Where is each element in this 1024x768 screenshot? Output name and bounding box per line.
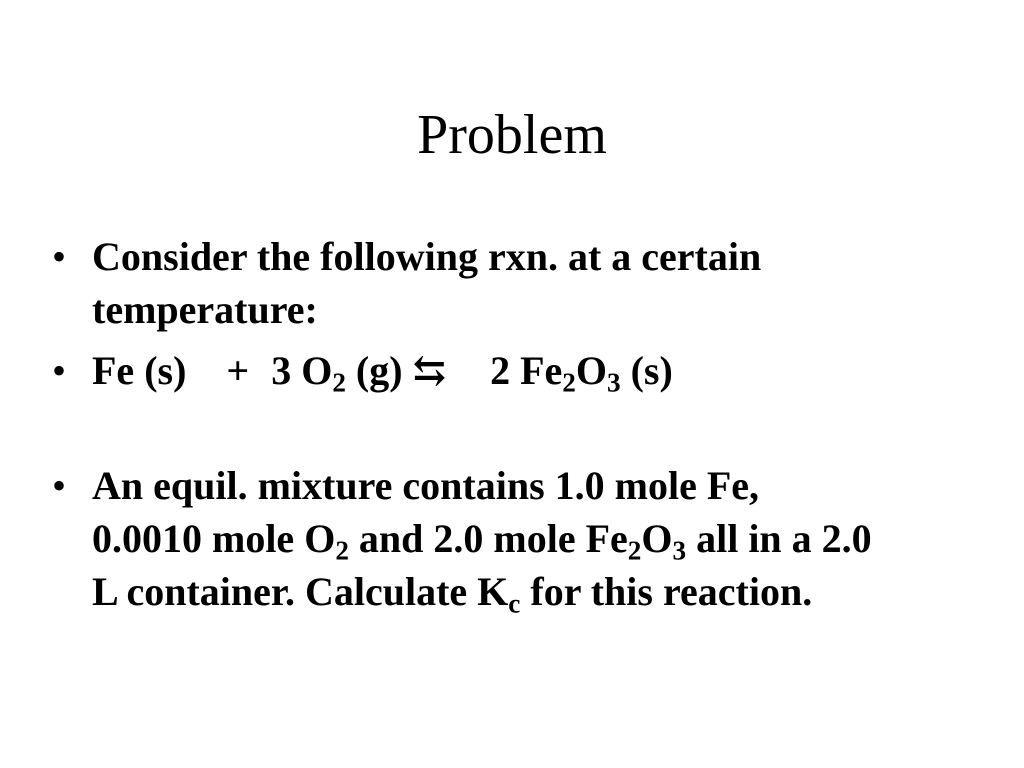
bullet-1-line-1: Consider the following rxn. at a certain bbox=[92, 234, 762, 279]
reactant-o2-formula: 3 O bbox=[271, 348, 333, 393]
bullet-3-line-2c: O bbox=[641, 516, 673, 561]
product-state: (s) bbox=[630, 348, 673, 393]
bullet-equilibrium-mixture bbox=[52, 459, 992, 618]
bullet-3-line-3b: for this reaction. bbox=[520, 569, 813, 614]
product-o-letter: O bbox=[575, 348, 607, 393]
reactant-fe: Fe (s) bbox=[92, 348, 187, 393]
bullet-3-line-2d: all in a 2.0 bbox=[686, 516, 872, 561]
plus-sign: + bbox=[226, 348, 250, 393]
product-o-subscript: 3 bbox=[606, 367, 621, 398]
bullet-dot: • bbox=[52, 348, 67, 393]
reactant-o2-state: (g) bbox=[355, 348, 403, 393]
slide-title: Problem bbox=[417, 104, 607, 166]
o2-subscript-2: 2 bbox=[335, 535, 349, 566]
bullet-3-line-2a: 0.0010 mole O bbox=[92, 516, 336, 561]
o3-subscript-2: 3 bbox=[672, 535, 687, 566]
bullet-list bbox=[52, 230, 992, 618]
bullet-3-line-2b: and 2.0 mole Fe bbox=[348, 516, 628, 561]
equilibrium-arrow-icon: ⇆ bbox=[412, 348, 447, 393]
bullet-consider-reaction bbox=[52, 230, 992, 336]
fe-subscript-2: 2 bbox=[627, 535, 642, 566]
o2-subscript: 2 bbox=[332, 367, 346, 398]
bullet-3-line-1: An equil. mixture contains 1.0 mole Fe, bbox=[92, 463, 760, 508]
bullet-1-line-2: temperature: bbox=[92, 287, 318, 332]
product-fe-subscript: 2 bbox=[562, 367, 576, 398]
bullet-dot: • bbox=[52, 463, 67, 508]
bullet-dot: • bbox=[52, 234, 67, 279]
bullet-3-line-3a: L container. Calculate K bbox=[92, 569, 509, 614]
bullet-equation bbox=[52, 344, 992, 397]
kc-subscript: c bbox=[508, 588, 521, 619]
product-prefix: 2 Fe bbox=[490, 348, 563, 393]
